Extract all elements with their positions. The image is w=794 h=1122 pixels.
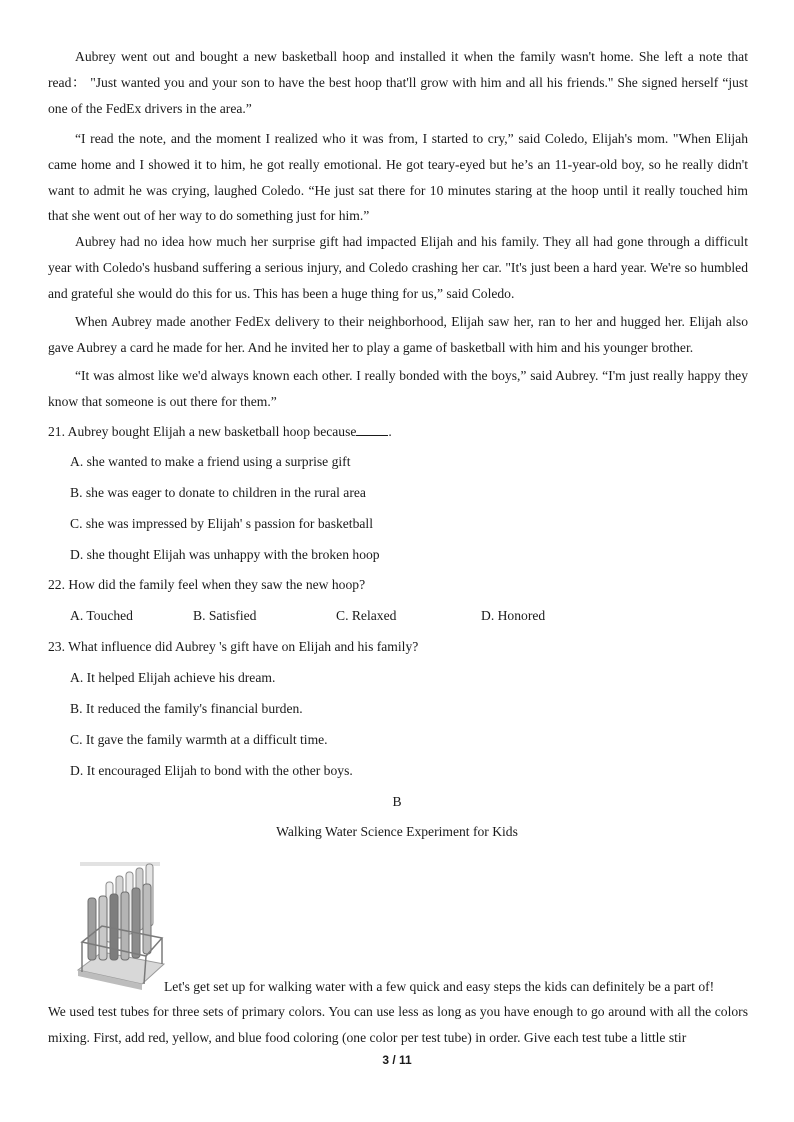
question-23-option-a: A. It helped Elijah achieve his dream.: [70, 670, 276, 685]
question-21-text: 21. Aubrey bought Elijah a new basketball hoop because: [48, 424, 357, 439]
page-number: 3 / 11: [382, 1053, 412, 1067]
question-23-option-b: B. It reduced the family's financial burden.: [70, 701, 303, 716]
passage-paragraph-1: Aubrey went out and bought a new basketball hoop and installed it when the family wasn't home. She left a note that read： "Just wanted you and your son to have the best hoop that'll grow with him and all his friends." She signed herself “just one of the FedEx drivers in the area.”: [48, 49, 748, 116]
question-21-option-d: D. she thought Elijah was unhappy with the broken hoop: [70, 547, 380, 562]
question-21-option-b: B. she was eager to donate to children in the rural area: [70, 485, 366, 500]
question-22-option-d: D. Honored: [481, 608, 546, 623]
passage-paragraph-5: “It was almost like we'd always known each other. I really bonded with the boys,” said Aubrey. “I'm just really happy they know that someone is out there for them.”: [48, 368, 748, 409]
question-23-option-d: D. It encouraged Elijah to bond with the other boys.: [70, 763, 353, 778]
question-22-option-c: C. Relaxed: [336, 608, 397, 623]
section-title: Walking Water Science Experiment for Kids: [276, 824, 518, 839]
question-21-option-a: A. she wanted to make a friend using a surprise gift: [70, 454, 351, 469]
question-23-option-c: C. It gave the family warmth at a difficult time.: [70, 732, 328, 747]
question-21-option-c: C. she was impressed by Elijah' s passion for basketball: [70, 516, 373, 531]
test-tube-rack-image: [72, 852, 170, 992]
section-letter: B: [392, 794, 402, 809]
passage-paragraph-4: When Aubrey made another FedEx delivery to their neighborhood, Elijah saw her, ran to her and hugged her. Elijah also gave Aubrey a card he made for her. And he invited her to play a game of basketball with him and his younger brother.: [48, 314, 748, 355]
question-23-stem: 23. What influence did Aubrey 's gift have on Elijah and his family?: [48, 639, 419, 654]
question-21-period: .: [388, 424, 392, 439]
question-21-stem: [48, 422, 392, 442]
answer-blank: [356, 423, 388, 436]
question-22-option-a: A. Touched: [70, 608, 133, 623]
test-tube-rack-illustration: [72, 852, 170, 992]
section-b-intro-first-line: Let's get set up for walking water with a few quick and easy steps the kids can definitely be a part of!: [164, 979, 715, 994]
passage-paragraph-2: “I read the note, and the moment I realized who it was from, I started to cry,” said Coledo, Elijah's mom. "When Elijah came home and I showed it to him, he got really emotional. He got teary-eyed but he’s an 11-year-old boy, so he really didn't want to admit he was crying, laughed Coledo. “He just sat there for 10 minutes staring at the hoop until it really touched him that she went out of her way to do something just for him.”: [48, 131, 748, 224]
passage-paragraph-3: Aubrey had no idea how much her surprise gift had impacted Elijah and his family. They all had gone through a difficult year with Coledo's husband suffering a serious injury, and Coledo crashing her car. "It's just been a hard year. We're so humbled and grateful she would do this for us. This has been a huge thing for us,” said Coledo.: [48, 234, 748, 301]
question-22-option-b: B. Satisfied: [193, 608, 257, 623]
question-22-stem: 22. How did the family feel when they saw the new hoop?: [48, 577, 366, 592]
section-b-intro-body: We used test tubes for three sets of primary colors. You can use less as long as you have enough to go around with all the colors mixing. First, add red, yellow, and blue food coloring (one color per test tube) in order. Give each test tube a little stir: [48, 1004, 748, 1045]
